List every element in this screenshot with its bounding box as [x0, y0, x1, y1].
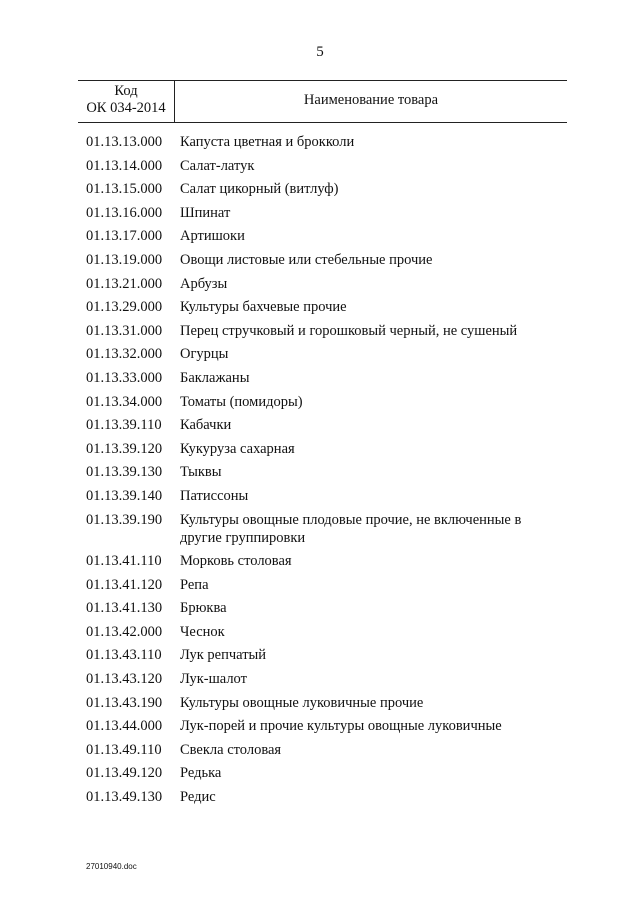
table-row: [86, 157, 556, 175]
row-code: 01.13.41.120: [86, 576, 163, 593]
row-code: 01.13.14.000: [86, 157, 163, 174]
table-row: [86, 623, 556, 641]
row-code: 01.13.16.000: [86, 204, 163, 221]
row-code: 01.13.13.000: [86, 134, 163, 150]
table-row: [86, 670, 556, 688]
table-header: [78, 80, 567, 123]
row-name: Брюква: [180, 600, 227, 617]
row-name: Тыквы: [180, 464, 222, 481]
row-code: 01.13.32.000: [86, 346, 163, 363]
row-name: Салат-латук: [180, 157, 255, 174]
row-code: 01.13.49.110: [86, 741, 162, 758]
table-row: [86, 511, 556, 547]
table-row: [86, 322, 556, 340]
row-name: Редька: [180, 765, 222, 782]
row-name: Арбузы: [180, 275, 228, 292]
code-column-header: [78, 83, 174, 117]
row-name: Лук-шалот: [180, 671, 247, 688]
table-row: [86, 251, 556, 269]
table-row: [86, 487, 556, 505]
row-name: Артишоки: [180, 228, 245, 245]
table-row: [86, 741, 556, 759]
code-header-line1: Код: [114, 83, 138, 99]
row-code: 01.13.29.000: [86, 299, 163, 316]
row-code: 01.13.49.130: [86, 789, 163, 806]
row-code: 01.13.39.190: [86, 511, 163, 528]
row-code: 01.13.19.000: [86, 251, 163, 268]
row-name: Салат цикорный (витлуф): [180, 181, 339, 198]
row-name: Культуры бахчевые прочие: [180, 299, 347, 316]
table-row: [86, 440, 556, 458]
row-code: 01.13.43.190: [86, 694, 163, 711]
row-code: 01.13.39.110: [86, 417, 162, 434]
table-row: [86, 764, 556, 782]
row-code: 01.13.42.000: [86, 623, 163, 640]
row-code: 01.13.31.000: [86, 322, 163, 339]
table-row: [86, 133, 556, 151]
row-name: Чеснок: [180, 623, 225, 640]
table-row: [86, 416, 556, 434]
row-code: 01.13.33.000: [86, 369, 163, 386]
row-name: Патиссоны: [180, 487, 249, 504]
row-code: 01.13.39.120: [86, 440, 163, 457]
code-header-line2: ОК 034-2014: [86, 100, 166, 116]
footer-filename: 27010940.doc: [86, 862, 137, 871]
table-row: [86, 463, 556, 481]
row-name: Репа: [180, 576, 209, 593]
table-row: [86, 180, 556, 198]
row-name: Кабачки: [180, 417, 232, 434]
table-row: [86, 204, 556, 222]
row-name: Овощи листовые или стебельные прочие: [180, 251, 433, 268]
row-code: 01.13.15.000: [86, 181, 163, 198]
row-code: 01.13.17.000: [86, 228, 163, 245]
row-code: 01.13.43.110: [86, 647, 162, 664]
row-name: Баклажаны: [180, 369, 250, 386]
row-code: 01.13.34.000: [86, 393, 163, 410]
table-row: [86, 576, 556, 594]
row-name: Огурцы: [180, 346, 229, 363]
row-name: Культуры овощные луковичные прочие: [180, 694, 424, 711]
table-row: [86, 298, 556, 316]
row-name: Капуста цветная и брокколи: [180, 134, 355, 150]
row-code: 01.13.44.000: [86, 718, 163, 735]
row-name: Культуры овощные плодовые прочие, не включенные в другие группировки: [180, 511, 522, 546]
row-name: Свекла столовая: [180, 741, 282, 758]
row-code: 01.13.43.120: [86, 671, 163, 688]
table-row: [86, 275, 556, 293]
table-row: [86, 694, 556, 712]
row-name: Перец стручковый и горошковый черный, не сушеный: [180, 322, 518, 339]
row-name: Кукуруза сахарная: [180, 440, 295, 457]
table-body: [86, 133, 556, 812]
table-row: [86, 599, 556, 617]
row-name: Лук-порей и прочие культуры овощные луковичные: [180, 718, 502, 735]
table-row: [86, 646, 556, 664]
row-name: Томаты (помидоры): [180, 393, 303, 410]
row-name: Редис: [180, 789, 216, 806]
row-name: Морковь столовая: [180, 553, 292, 570]
table-row: [86, 227, 556, 245]
table-row: [86, 717, 556, 735]
row-code: 01.13.41.130: [86, 600, 163, 617]
table-row: [86, 788, 556, 806]
row-name: Лук репчатый: [180, 647, 267, 664]
table-row: [86, 345, 556, 363]
table-row: [86, 393, 556, 411]
name-column-header: Наименование товара: [303, 92, 439, 108]
row-code: 01.13.39.130: [86, 464, 163, 481]
row-code: 01.13.49.120: [86, 765, 163, 782]
row-code: 01.13.41.110: [86, 553, 162, 570]
table-row: [86, 552, 556, 570]
row-name: Шпинат: [180, 204, 231, 221]
row-code: 01.13.21.000: [86, 275, 163, 292]
table-row: [86, 369, 556, 387]
page-number: 5: [316, 44, 324, 60]
row-code: 01.13.39.140: [86, 487, 163, 504]
